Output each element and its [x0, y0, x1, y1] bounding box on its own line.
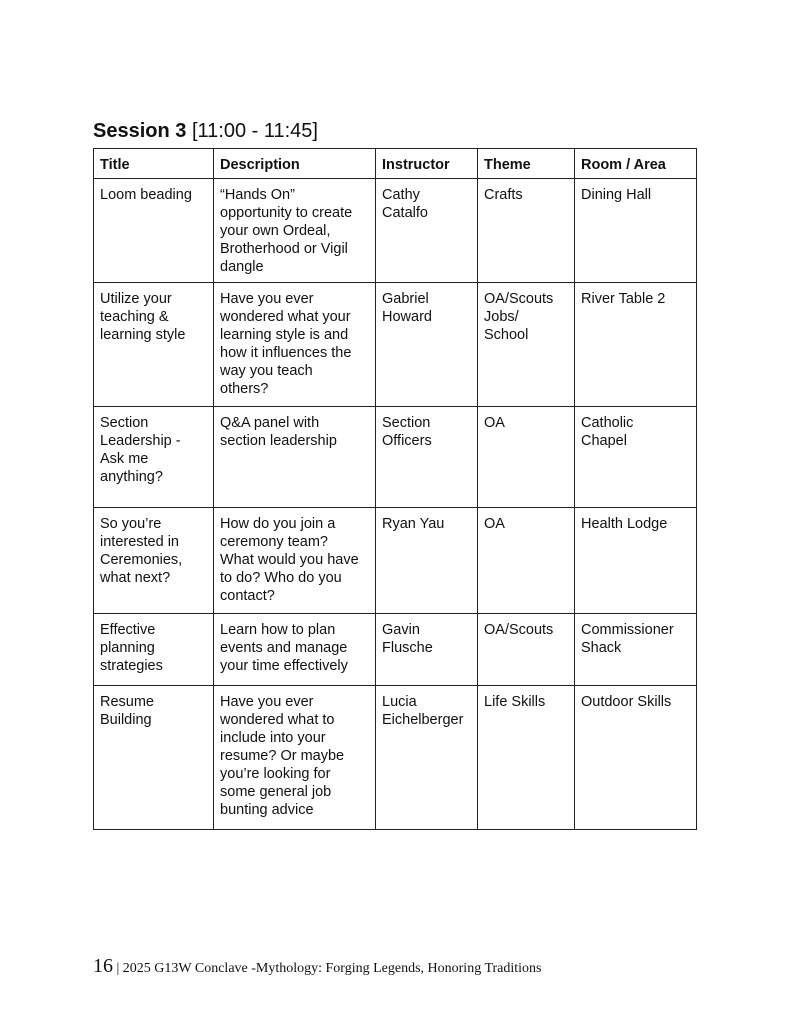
table-row	[94, 686, 697, 830]
cell-instructor: Cathy Catalfo	[376, 179, 478, 283]
cell-theme: OA/Scouts Jobs/ School	[478, 283, 575, 407]
cell-title: So you’re interested in Ceremonies, what next?	[94, 508, 214, 614]
cell-room: River Table 2	[575, 283, 697, 407]
page-footer	[93, 955, 542, 978]
cell-title: Resume Building	[94, 686, 214, 830]
header-room: Room / Area	[575, 149, 697, 179]
cell-instructor: Lucia Eichelberger	[376, 686, 478, 830]
cell-theme: Life Skills	[478, 686, 575, 830]
cell-theme: OA	[478, 407, 575, 508]
cell-theme: OA/Scouts	[478, 614, 575, 686]
table-row	[94, 614, 697, 686]
cell-room: Catholic Chapel	[575, 407, 697, 508]
cell-room: Dining Hall	[575, 179, 697, 283]
cell-description: Learn how to plan events and manage your time effectively	[214, 614, 376, 686]
cell-title: Utilize your teaching & learning style	[94, 283, 214, 407]
cell-description: Have you ever wondered what your learning style is and how it influences the way you teach others?	[214, 283, 376, 407]
header-instructor: Instructor	[376, 149, 478, 179]
header-theme: Theme	[478, 149, 575, 179]
cell-description: Have you ever wondered what to include into your resume? Or maybe you’re looking for some general job bunting advice	[214, 686, 376, 830]
cell-room: Commissioner Shack	[575, 614, 697, 686]
table-row	[94, 179, 697, 283]
cell-description: “Hands On” opportunity to create your own Ordeal, Brotherhood or Vigil dangle	[214, 179, 376, 283]
header-description: Description	[214, 149, 376, 179]
cell-instructor: Section Officers	[376, 407, 478, 508]
cell-room: Outdoor Skills	[575, 686, 697, 830]
session-time: [11:00 - 11:45]	[191, 120, 318, 142]
cell-theme: Crafts	[478, 179, 575, 283]
table-row	[94, 407, 697, 508]
cell-title: Section Leadership - Ask me anything?	[94, 407, 214, 508]
table-row	[94, 283, 697, 407]
session-heading	[93, 120, 318, 143]
cell-description: Q&A panel with section leadership	[214, 407, 376, 508]
cell-title: Effective planning strategies	[94, 614, 214, 686]
table-row	[94, 508, 697, 614]
cell-room: Health Lodge	[575, 508, 697, 614]
session-label: Session 3	[93, 120, 187, 142]
session-table	[93, 148, 697, 830]
header-title: Title	[94, 149, 214, 179]
cell-instructor: Gavin Flusche	[376, 614, 478, 686]
cell-description: How do you join a ceremony team? What would you have to do? Who do you contact?	[214, 508, 376, 614]
cell-instructor: Gabriel Howard	[376, 283, 478, 407]
cell-instructor: Ryan Yau	[376, 508, 478, 614]
cell-theme: OA	[478, 508, 575, 614]
page-number: 16	[93, 955, 113, 977]
header-row	[94, 149, 697, 179]
footer-text: | 2025 G13W Conclave -Mythology: Forging Legends, Honoring Traditions	[113, 961, 542, 976]
cell-title: Loom beading	[94, 179, 214, 283]
